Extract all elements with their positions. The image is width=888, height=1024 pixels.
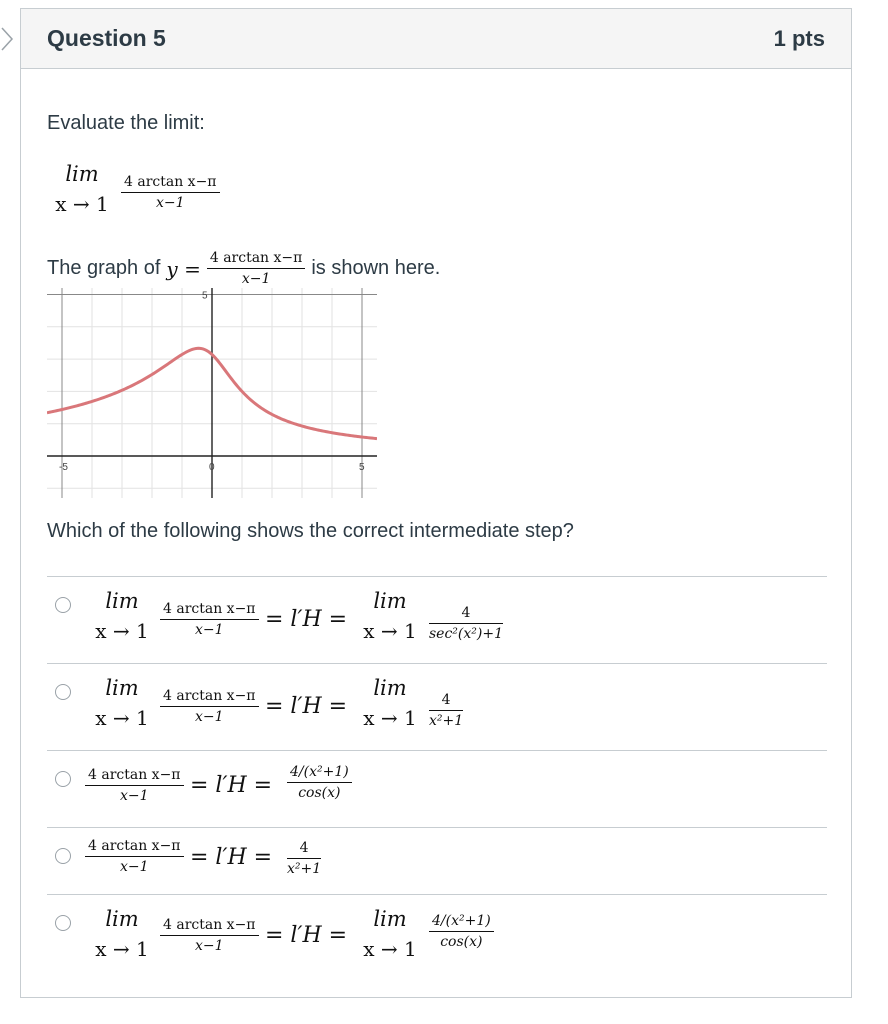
left-numerator: 4 arctan x−π (85, 838, 184, 857)
right-fraction (287, 840, 321, 877)
left-numerator: 4 arctan x−π (160, 688, 259, 707)
lim-approach: x → 1 (363, 619, 417, 643)
lhopital-equals: = l′H = (265, 694, 348, 719)
lim-operator-left (87, 907, 157, 961)
left-denominator: x−1 (119, 859, 149, 875)
radio-button[interactable] (55, 848, 71, 864)
right-fraction (429, 692, 463, 729)
lim-word: lim (373, 907, 407, 931)
graph-caption-numerator: 4 arctan x−π (207, 250, 306, 269)
answer-option-5[interactable] (47, 894, 827, 981)
right-numerator: 4 (429, 692, 463, 711)
radio-button[interactable] (55, 684, 71, 700)
lim-word: lim (65, 162, 99, 186)
radio-button[interactable] (55, 915, 71, 931)
lim-operator-right (355, 676, 425, 730)
left-denominator: x−1 (194, 709, 224, 725)
graph-caption-post: is shown here. (311, 257, 441, 279)
lim-word: lim (373, 589, 407, 613)
radio-button[interactable] (55, 771, 71, 787)
left-fraction (160, 601, 259, 638)
right-denominator: x²+1 (429, 713, 464, 729)
left-fraction (85, 767, 184, 804)
left-fraction (160, 688, 259, 725)
left-numerator: 4 arctan x−π (85, 767, 184, 786)
right-numerator: 4/(x²+1) (429, 913, 494, 932)
lhopital-equals: = l′H = (190, 845, 273, 870)
question-header (21, 9, 851, 69)
function-graph (47, 288, 377, 498)
answer-option-4[interactable] (47, 827, 827, 894)
left-numerator: 4 arctan x−π (160, 601, 259, 620)
left-fraction (85, 838, 184, 875)
lhopital-equals: = l′H = (190, 773, 273, 798)
radio-button[interactable] (55, 597, 71, 613)
limit-expression (47, 162, 247, 222)
right-numerator: 4 (287, 840, 321, 859)
graph-caption-denominator: x−1 (241, 271, 271, 287)
lim-approach: x → 1 (363, 706, 417, 730)
lim-operator-right (355, 907, 425, 961)
lim-operator-right (355, 589, 425, 643)
right-denominator: cos(x) (298, 785, 341, 801)
x-tick-label: 5 (359, 462, 365, 473)
right-numerator: 4 (429, 605, 503, 624)
limit-fraction (121, 174, 220, 211)
lim-approach: x → 1 (95, 937, 149, 961)
right-fraction (429, 605, 503, 642)
left-denominator: x−1 (194, 622, 224, 638)
answer-option-1[interactable] (47, 576, 827, 663)
lim-word: lim (105, 907, 139, 931)
lhopital-equals: = l′H = (265, 607, 348, 632)
question-points: 1 pts (773, 25, 825, 51)
lim-approach: x → 1 (363, 937, 417, 961)
right-denominator: x²+1 (287, 861, 322, 877)
chevron-right-icon[interactable] (0, 26, 14, 52)
lim-operator-left (87, 589, 157, 643)
lim-word: lim (373, 676, 407, 700)
which-prompt: Which of the following shows the correct intermediate step? (47, 520, 574, 542)
graph-caption (47, 250, 440, 287)
lim-approach: x → 1 (95, 706, 149, 730)
lim-word: lim (105, 589, 139, 613)
right-fraction (287, 764, 352, 801)
right-numerator: 4/(x²+1) (287, 764, 352, 783)
question-card (20, 8, 852, 998)
left-numerator: 4 arctan x−π (160, 917, 259, 936)
left-fraction (160, 917, 259, 954)
question-prompt: Evaluate the limit: (47, 112, 205, 134)
answer-option-3[interactable] (47, 750, 827, 827)
lhopital-equals: = l′H = (265, 923, 348, 948)
graph-caption-y: y = (166, 256, 201, 281)
lim-approach: x → 1 (95, 619, 149, 643)
left-denominator: x−1 (194, 938, 224, 954)
limit-denominator: x−1 (155, 195, 185, 211)
graph-caption-fraction (207, 250, 306, 287)
limit-numerator: 4 arctan x−π (121, 174, 220, 193)
lim-operator-left (87, 676, 157, 730)
lim-word: lim (105, 676, 139, 700)
graph-caption-pre: The graph of (47, 257, 161, 279)
answer-option-2[interactable] (47, 663, 827, 750)
right-denominator: sec²(x²)+1 (429, 626, 503, 642)
x-tick-label: -5 (59, 462, 68, 473)
y-tick-label: 5 (202, 290, 208, 302)
left-denominator: x−1 (119, 788, 149, 804)
limit-operator (47, 162, 117, 216)
x-tick-label: 0 (209, 462, 215, 473)
question-title: Question 5 (47, 25, 166, 51)
right-denominator: cos(x) (440, 934, 483, 950)
lim-approach: x → 1 (55, 192, 109, 216)
right-fraction (429, 913, 494, 950)
